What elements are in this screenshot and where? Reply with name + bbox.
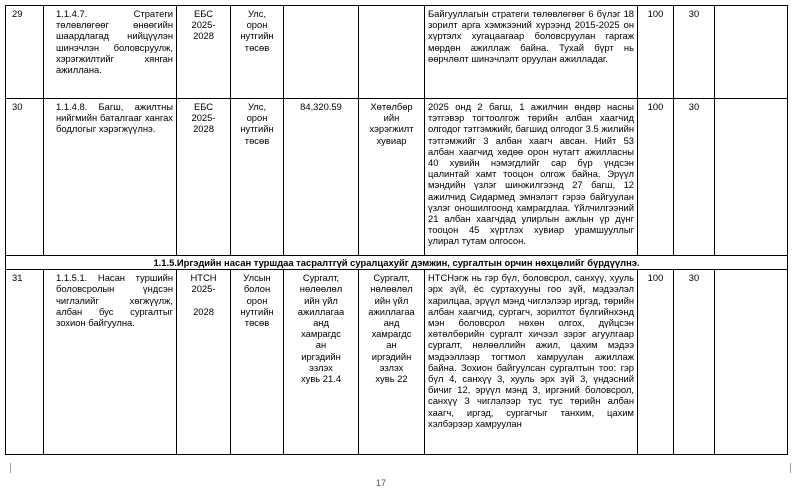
score-cell: 30 (674, 99, 715, 256)
task-description: 1.1.4.7. Стратеги төлөвлөгөөг өнөөгийн шаардлагад нийцүүлэн шинэчлэн боловсруулж, хэрэгжилтийг хянган ажиллана. (44, 6, 177, 99)
empty-cell (715, 6, 788, 99)
score-cell: 100 (638, 99, 674, 256)
score-cell: 30 (674, 6, 715, 99)
program-period: НТСН 2025- 2028 (177, 270, 231, 455)
result-description: 2025 онд 2 багш, 1 ажилчин өндөр насны тэтгэвэр тогтоолгож төрийн албан хаагчид олгодог тэтгэмжийг, багшид олгодог 3.5 жилийн тэтгэмжийг 3 албан хаагч авсан. Нийт 53 албан хаагчид хөдөө орон нутагт ажилласны 40 хувийн нэмэгдлийг сар бүр үндсэн цалинтай хамт тооцон олгож байна. Эрүүл мэндийн үзлэг шинжилгээнд 27 багш, 12 ажилчид Сидармед эмнэлэгт гэрээ байгуулан үзлэг оношилгоонд хамрагдлаа. Үйлчилгээний 21 албан хаагчдад улирлын ажлын үр дүнг тооцон 45 хүртлэх хувиар урамшууллыг улирал тутам олгосон. (425, 99, 638, 256)
table-row (6, 99, 788, 256)
empty-cell (715, 270, 788, 455)
amount-cell (284, 6, 359, 99)
budget-source: Улсын болон орон нутгийн төсөв (231, 270, 284, 455)
row-number: 29 (6, 6, 44, 99)
page-corner-mark (790, 463, 800, 473)
section-heading-row (6, 256, 788, 270)
task-description: 1.1.5.1. Насан туршийн боловсролын үндсэн чиглэлийг хөгжүүлж, албан бус сургалтыг зохион байгуулна. (44, 270, 177, 455)
indicator-cell: Сургалт, нөлөөлөл ийн үйл ажиллагаа анд хамрагдс ан иргэдийн эзлэх хувь 22 (359, 270, 425, 455)
indicator-cell (359, 6, 425, 99)
table-row (6, 6, 788, 99)
result-description: Байгууллагын стратеги төлөвлөгөөг 6 бүлэг 18 зорилт арга хэмжээний хүрээнд 2015-2025 он хүртэлх хугацаагаар боловсруулан гаргаж мөрдөн ажиллаж байна. Тухай бүрт нь өөрчлөлт шинэчлэлт оруулан ажилладаг. (425, 6, 638, 99)
section-heading: 1.1.5.Иргэдийн насан туршдаа тасралтгүй суралцахуйг дэмжин, сургалтын орчин нөхцөлийг бүрдүүлнэ. (6, 256, 788, 270)
row-number: 30 (6, 99, 44, 256)
result-description: НТСНэгж нь гэр бүл, боловсрол, санхүү, хууль эрх зүй, ёс суртахууны гоо зүй, мэдээлэл харилцаа, эрүүл мэнд чиглэлээр иргэд, төрийн албан хаагчид, сургагч, зорилтот бүлгийнхэнд мэн боловсрол нөхөн олгох, дүйцсэн хөтөлбөрийн сургалт хичээл зэрэг агуулгаар сургалт, нөлөөллийн ажил, цахим мэдээ мэдээллээр тогтмол хамруулан ажиллаж байна. Зохион байгуулсан сургалтын тоо: гэр бүл 4, санхүү 3, хууль эрх зүй 3, үндэсний бичиг 12, эрүүл мэнд 3, иргэний боловсрол, санхүү 3 чиглэлээр тус тус төрийн албан хаагч, иргэд, сургагчыг танхим, цахим хэлбэрээр хамруулан (425, 270, 638, 455)
document-table (5, 5, 788, 455)
program-period: ЕБС 2025- 2028 (177, 99, 231, 256)
page-number: 17 (376, 478, 387, 488)
budget-source: Улс, орон нутгийн төсөв (231, 99, 284, 256)
amount-cell: Сургалт, нөлөөлөл ийн үйл ажиллагаа анд хамрагдс ан иргэдийн эзлэх хувь 21.4 (284, 270, 359, 455)
task-description: 1.1.4.8. Багш, ажилтны нийгмийн баталгааг хангах бодлогыг хэрэгжүүлнэ. (44, 99, 177, 256)
budget-source: Улс, орон нутгийн төсөв (231, 6, 284, 99)
program-period: ЕБС 2025- 2028 (177, 6, 231, 99)
page-corner-mark (0, 463, 11, 473)
score-cell: 100 (638, 6, 674, 99)
amount-cell: 84,320.59 (284, 99, 359, 256)
score-cell: 100 (638, 270, 674, 455)
empty-cell (715, 99, 788, 256)
table-row (6, 270, 788, 455)
row-number: 31 (6, 270, 44, 455)
score-cell: 30 (674, 270, 715, 455)
indicator-cell: Хөтөлбөр ийн хэрэгжилт хувиар (359, 99, 425, 256)
